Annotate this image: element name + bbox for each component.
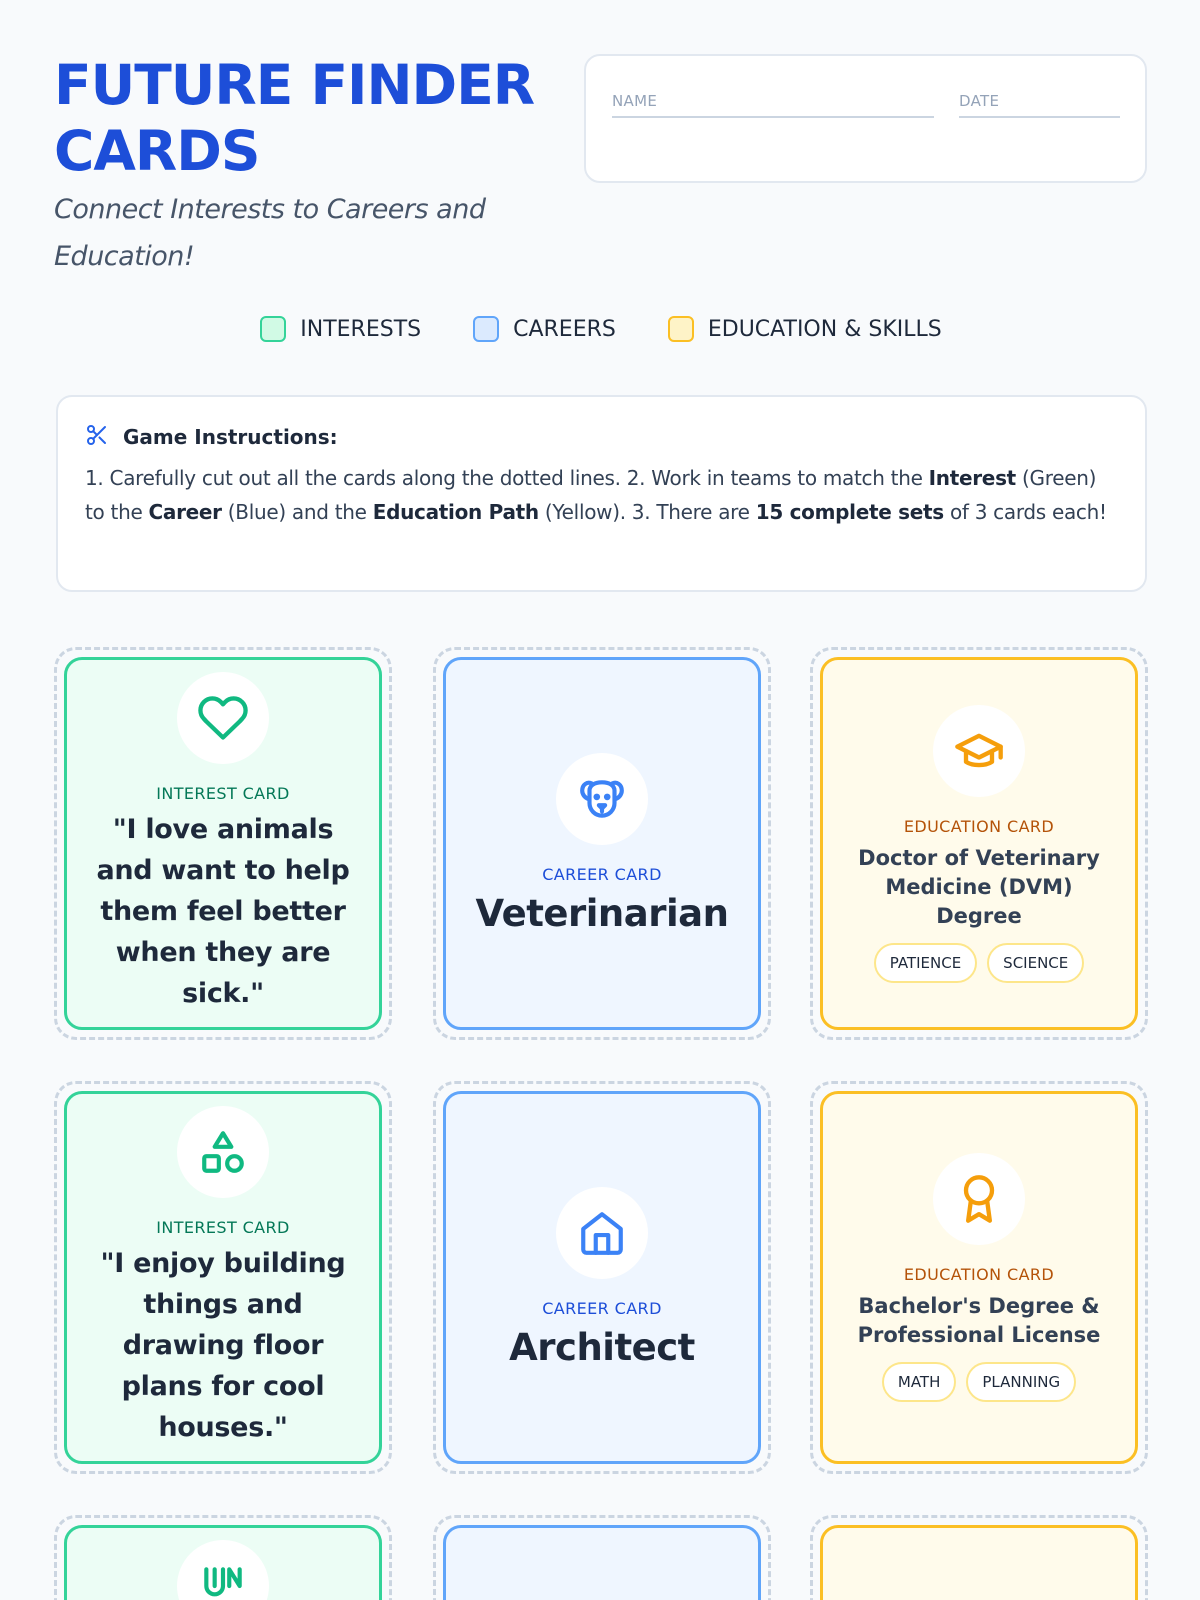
cut-frame [810, 647, 1148, 1040]
interest-text: "I enjoy building things and drawing floor plans for cool houses." [100, 1248, 346, 1443]
skill-tags [874, 943, 1085, 983]
instructions-heading [85, 423, 1119, 451]
legend-label: EDUCATION & SKILLS [707, 316, 942, 342]
card-type-label: CAREER CARD [542, 1298, 662, 1318]
date-line[interactable] [959, 116, 1120, 118]
name-field[interactable] [612, 92, 657, 110]
career-card[interactable] [443, 1091, 761, 1464]
career-name: Veterinarian [475, 891, 729, 935]
cut-frame [54, 1515, 392, 1600]
date-label: DATE [959, 92, 1000, 110]
interest-card[interactable] [64, 657, 382, 1030]
cut-frame [810, 1081, 1148, 1474]
education-card[interactable] [820, 1525, 1138, 1600]
date-field[interactable] [959, 92, 999, 110]
card-icon [177, 1540, 269, 1600]
cut-frame [810, 1515, 1148, 1600]
page-title: FUTURE FINDER CARDS [54, 53, 535, 183]
card-type-label: INTEREST CARD [156, 784, 290, 803]
award-icon [933, 1153, 1025, 1245]
legend-interests [260, 316, 421, 342]
card-type-label: INTEREST CARD [156, 1218, 290, 1237]
name-date-box [584, 54, 1147, 183]
legend-careers [473, 316, 616, 342]
legend-label: CAREERS [513, 316, 616, 342]
interest-card[interactable] [64, 1091, 382, 1464]
careers-swatch [473, 316, 499, 342]
interests-swatch [260, 316, 286, 342]
education-name: Doctor of Veterinary Medicine (DVM) Degree [858, 845, 1100, 928]
skill-tag: PLANNING [966, 1362, 1076, 1402]
cut-frame [433, 1515, 771, 1600]
instructions-text: 1. Carefully cut out all the cards along the dotted lines. 2. Work in teams to match the Interest (Green) to the Career (Blue) and the Education Path (Yellow). 3. There are 15 complete sets of 3 cards each! [85, 466, 1107, 524]
shapes-icon [177, 1106, 269, 1198]
education-swatch [668, 316, 694, 342]
skill-tag: MATH [882, 1362, 956, 1402]
card-type-label: CAREER CARD [542, 864, 662, 884]
house-icon [556, 1187, 648, 1279]
career-card[interactable] [443, 657, 761, 1030]
card-type-label: EDUCATION CARD [903, 1265, 1055, 1284]
interest-text: "I love animals and want to help them feel better when they are sick." [96, 814, 350, 1009]
career-card[interactable] [443, 1525, 761, 1600]
education-name: Bachelor's Degree & Professional License [857, 1294, 1101, 1347]
cut-frame [54, 647, 392, 1040]
skill-tags [882, 1362, 1076, 1402]
legend-education [668, 316, 942, 342]
interest-card[interactable] [64, 1525, 382, 1600]
skill-tag: PATIENCE [874, 943, 977, 983]
education-card[interactable] [820, 1091, 1138, 1464]
career-name: Architect [509, 1325, 695, 1369]
instructions-title: Game Instructions: [123, 425, 338, 449]
name-line[interactable] [612, 116, 934, 118]
page-subtitle: Connect Interests to Careers and Education! [54, 194, 486, 272]
heart-icon [177, 672, 269, 764]
cut-frame [433, 647, 771, 1040]
graduation-cap-icon [933, 705, 1025, 797]
instructions-box [56, 395, 1147, 592]
education-card[interactable] [820, 657, 1138, 1030]
cut-frame [433, 1081, 771, 1474]
dog-icon [556, 753, 648, 845]
skill-tag: SCIENCE [987, 943, 1084, 983]
legend [0, 316, 1200, 342]
card-type-label: EDUCATION CARD [903, 816, 1055, 836]
legend-label: INTERESTS [300, 316, 422, 342]
scissors-icon [85, 423, 109, 452]
cut-frame [54, 1081, 392, 1474]
name-label: NAME [612, 92, 658, 110]
